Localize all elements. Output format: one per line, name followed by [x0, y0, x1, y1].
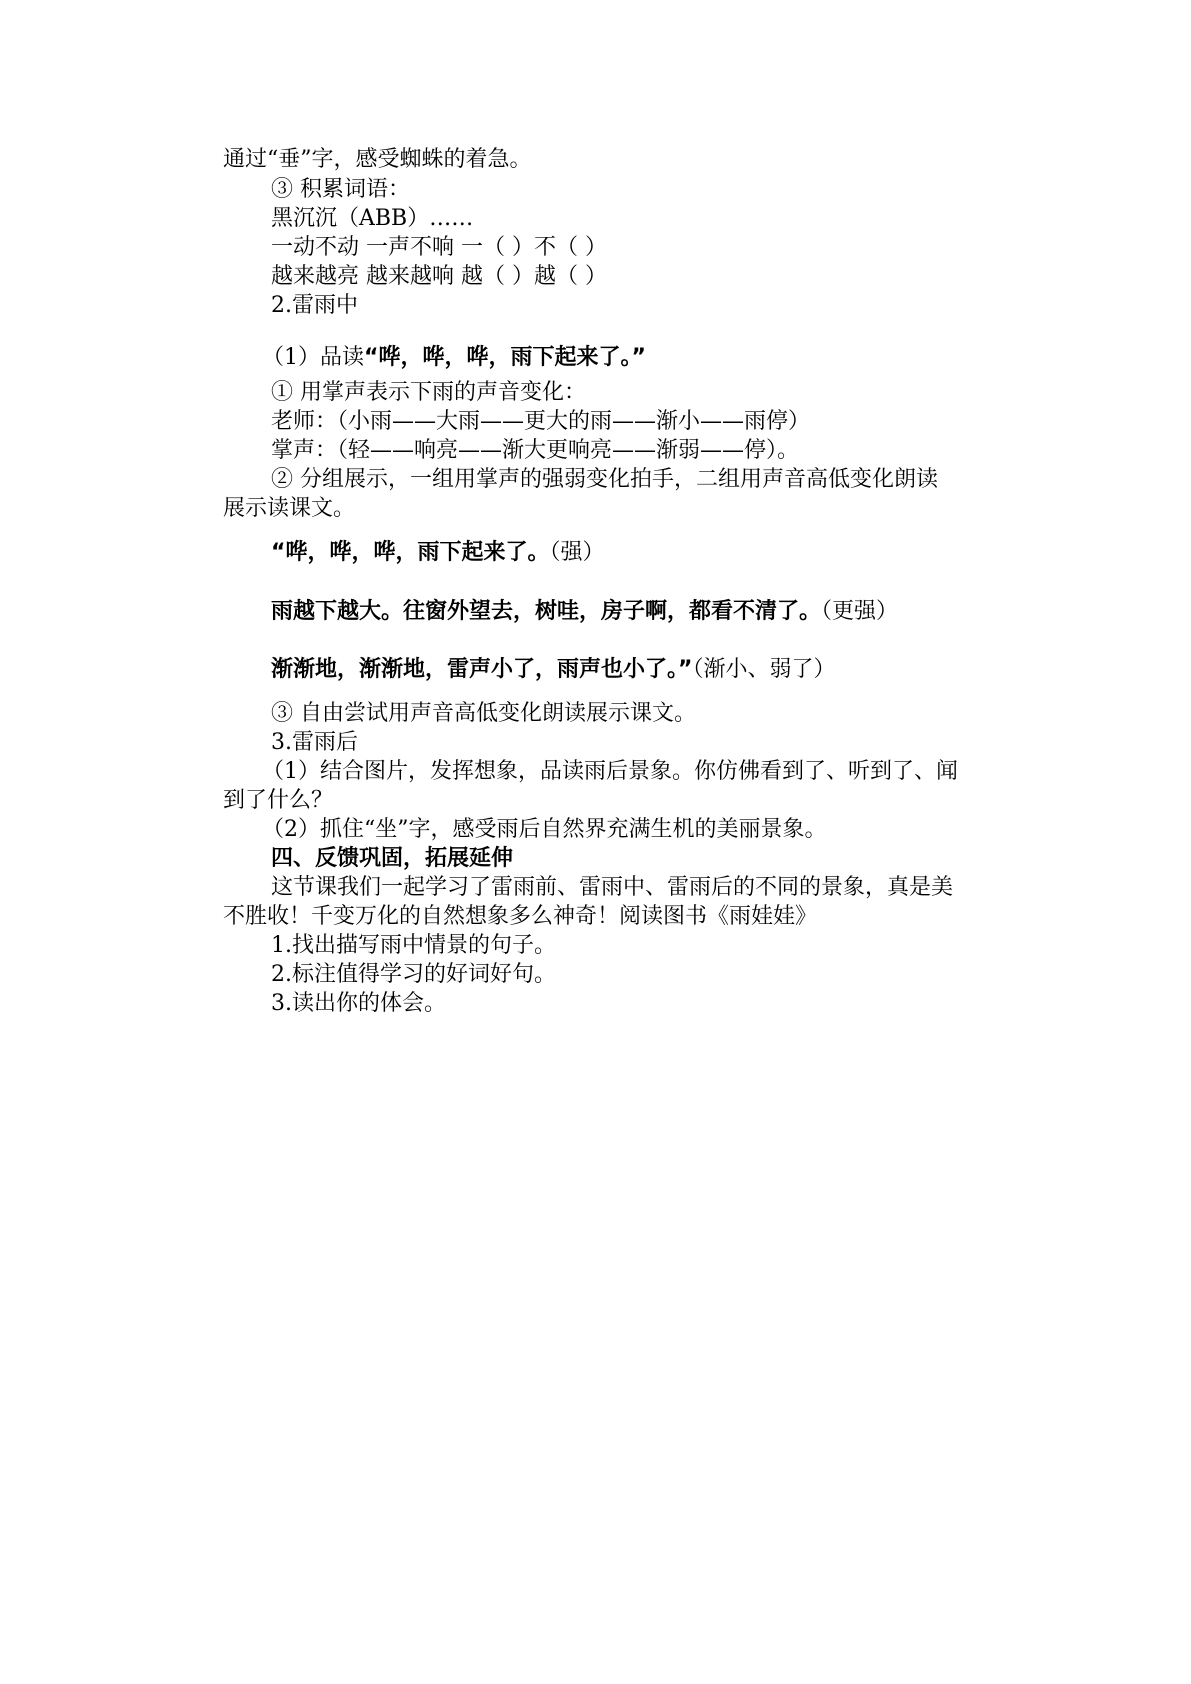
list-item: 2.标注值得学习的好词好句。	[271, 962, 556, 987]
annotation: （渐小、弱了）	[692, 657, 836, 682]
text-line: 老师：（小雨——大雨——更大的雨——渐小——雨停）	[271, 409, 811, 434]
list-item: 3.读出你的体会。	[271, 991, 446, 1016]
section-heading: 四、反馈巩固，拓展延伸	[271, 846, 514, 871]
text-line	[262, 343, 646, 373]
text-line	[271, 655, 835, 685]
text-line: ③ 积累词语：	[271, 177, 410, 202]
text-line: ② 分组展示，一组用掌声的强弱变化拍手，二组用声音高低变化朗读	[271, 467, 938, 492]
section-heading: 3.雷雨后	[271, 730, 358, 755]
quoted-text: 雨越下越大。往窗外望去，树哇，房子啊，都看不清了。	[271, 599, 822, 624]
text-line: 不胜收！千变万化的自然想象多么神奇！阅读图书《雨娃娃》	[223, 904, 818, 929]
text-line: ① 用掌声表示下雨的声音变化：	[271, 380, 586, 405]
text-line: ③ 自由尝试用声音高低变化朗读展示课文。	[271, 701, 696, 726]
text-line: （1）结合图片，发挥想象，品读雨后景象。你仿佛看到了、听到了、闻	[262, 759, 958, 784]
text-line: 黑沉沉（ABB）……	[271, 206, 474, 231]
text-line	[271, 597, 898, 627]
text-line: 越来越亮 越来越响 越（ ）越（ ）	[271, 264, 607, 289]
text-fragment: （1）品读	[262, 345, 364, 370]
text-line: 这节课我们一起学习了雷雨前、雷雨中、雷雨后的不同的景象，真是美	[271, 875, 954, 900]
text-line: （2）抓住“坐”字，感受雨后自然界充满生机的美丽景象。	[262, 817, 827, 842]
text-line: 通过“垂”字，感受蜘蛛的着急。	[223, 147, 532, 172]
quoted-text: “哗，哗，哗，雨下起来了。”	[364, 345, 646, 370]
section-heading: 2.雷雨中	[271, 293, 358, 318]
text-line: 一动不动 一声不响 一（ ）不（ ）	[271, 235, 607, 260]
annotation: （强）	[549, 540, 605, 565]
annotation: （更强）	[821, 599, 899, 624]
text-line: 到了什么？	[223, 788, 334, 813]
list-item: 1.找出描写雨中情景的句子。	[271, 933, 556, 958]
text-line: 展示读课文。	[223, 496, 356, 521]
text-line: 掌声：（轻——响亮——渐大更响亮——渐弱——停）。	[271, 438, 800, 463]
text-line	[271, 538, 604, 568]
quoted-text: “哗，哗，哗，雨下起来了。	[271, 540, 550, 565]
quoted-text: 渐渐地，渐渐地，雷声小了，雨声也小了。”	[271, 657, 693, 682]
